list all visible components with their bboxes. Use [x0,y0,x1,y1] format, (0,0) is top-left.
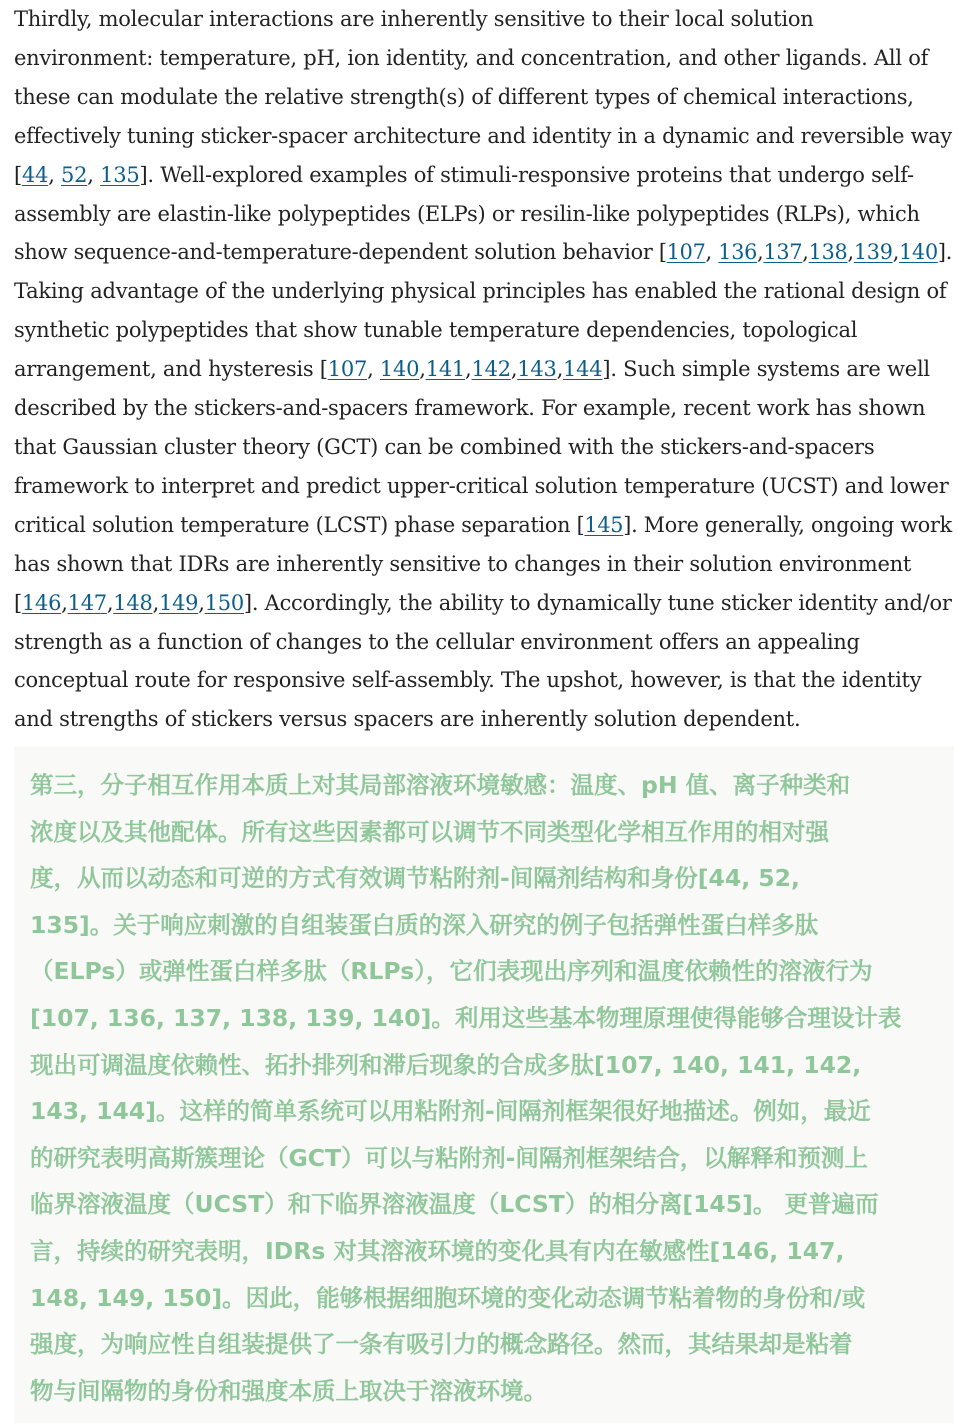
citation-link-138[interactable]: 138 [808,240,848,265]
english-text: ]. Well-explored examples of stimuli-responsive proteins that undergo self- [139,162,914,187]
english-text: , [510,357,518,382]
citation-link-142[interactable]: 142 [471,357,511,382]
chinese-line: 现出可调温度依赖性、拓扑排列和滞后现象的合成多肽[107, 140, 141, 142, [30,1050,862,1079]
english-text: ]. Such simple systems are well [602,357,930,382]
english-text: , [847,240,854,265]
citation-link-52[interactable]: 52 [61,162,88,187]
chinese-line: （ELPs）或弹性蛋白样多肽（RLPs），它们表现出序列和温度依赖性的溶液行为 [30,957,873,986]
chinese-line: 143, 144]。这样的简单系统可以用粘附剂-间隔剂框架很好地描述。例如，最近 [30,1097,871,1126]
citation-link-107[interactable]: 107 [666,240,706,265]
english-text: ]. [937,240,953,265]
english-text: ]. More generally, ongoing work [623,512,952,537]
citation-link-141[interactable]: 141 [425,357,466,382]
citation-link-140[interactable]: 140 [379,357,420,382]
english-text: , [419,357,426,382]
english-text: framework to interpret and predict upper-critical solution temperature (UCST) and lower [14,473,949,498]
citation-link-44[interactable]: 44 [21,162,49,187]
english-text: , [892,240,900,265]
english-line [14,117,952,156]
english-text: [ [14,162,22,187]
english-text: , [802,240,809,265]
english-text: strength as a function of changes to the cellular environment offers an appealing [14,629,860,654]
chinese-line: 的研究表明高斯簇理论（GCT）可以与粘附剂-间隔剂框架结合，以解释和预测上 [30,1143,868,1172]
english-line [14,428,952,467]
english-text: synthetic polypeptides that show tunable temperature dependencies, topological [14,318,858,343]
english-text: , [48,162,62,187]
english-text: that Gaussian cluster theory (GCT) can be combined with the stickers-and-spacers [14,434,875,459]
english-paragraph [14,0,954,739]
citation-link-150[interactable]: 150 [204,590,244,615]
english-line [14,700,952,739]
english-text: [ [14,590,22,615]
english-text: , [106,590,114,615]
english-text: critical solution temperature (LCST) phase separation [ [14,512,585,537]
english-line [14,78,952,117]
english-text: , [367,357,380,382]
english-line [14,623,952,662]
english-line [14,195,952,234]
english-text: conceptual route for responsive self-assembly. The upshot, however, is that the identity [14,668,922,693]
english-text: , [757,240,764,265]
english-text: assembly are elastin-like polypeptides (ELPs) or resilin-like polypeptides (RLPs), which [14,201,920,226]
chinese-line: 148, 149, 150]。因此，能够根据细胞环境的变化动态调节粘着物的身份和/或 [30,1283,866,1312]
chinese-line: 度，从而以动态和可逆的方式有效调节粘附剂-间隔剂结构和身份[44, 52, [30,864,800,893]
citation-link-107[interactable]: 107 [327,357,368,382]
citation-link-149[interactable]: 149 [158,590,199,615]
chinese-line: 第三，分子相互作用本质上对其局部溶液环境敏感：温度、pH 值、离子种类和 [30,771,851,799]
english-line [14,389,952,428]
citation-link-144[interactable]: 144 [563,357,603,382]
english-text: , [705,240,719,265]
english-text: , [465,357,472,382]
english-line [14,156,952,195]
chinese-translation-paragraph [30,762,944,1414]
chinese-line: 临界溶液温度（UCST）和下临界溶液温度（LCST）的相分离[145]。 更普遍而 [30,1190,879,1219]
english-text: arrangement, and hysteresis [ [14,357,328,382]
chinese-line: [107, 136, 137, 138, 139, 140]。利用这些基本物理原理使得能够合理设计表 [30,1003,902,1032]
english-line [14,661,952,700]
citation-link-140[interactable]: 140 [899,240,938,265]
english-line [14,39,952,78]
english-text: Thirdly, molecular interactions are inherently sensitive to their local solution [14,7,814,31]
citation-link-137[interactable]: 137 [763,240,803,265]
english-line [14,545,952,584]
english-line [14,584,950,623]
citation-link-146[interactable]: 146 [21,590,62,615]
citation-link-143[interactable]: 143 [517,357,557,382]
chinese-line: 强度，为响应性自组装提供了一条有吸引力的概念路径。然而，其结果却是粘着 [30,1330,853,1359]
citation-link-135[interactable]: 135 [100,162,140,187]
citation-link-147[interactable]: 147 [67,590,107,615]
english-text: Taking advantage of the underlying physical principles has enabled the rational design of [14,279,947,304]
citation-link-145[interactable]: 145 [584,512,624,537]
english-text: , [152,590,159,615]
chinese-line: 浓度以及其他配体。所有这些因素都可以调节不同类型化学相互作用的相对强 [30,817,829,846]
english-text: , [87,162,101,187]
english-text: show sequence-and-temperature-dependent solution behavior [ [14,240,667,265]
chinese-line: 物与间隔物的身份和强度本质上取决于溶液环境。 [30,1376,547,1405]
citation-link-148[interactable]: 148 [113,590,153,615]
english-text: these can modulate the relative strength(s) of different types of chemical interactions, [14,84,914,109]
english-line [14,467,952,506]
english-line [14,233,953,272]
english-text: and strengths of stickers versus spacers are inherently solution dependent. [14,707,801,732]
english-text: , [198,590,205,615]
english-text: effectively tuning sticker-spacer architecture and identity in a dynamic and reversible way [14,123,952,148]
citation-link-136[interactable]: 136 [718,240,758,265]
english-line [14,0,952,39]
chinese-line: 言，持续的研究表明，IDRs 对其溶液环境的变化具有内在敏感性[146, 147, [30,1236,845,1265]
english-text: ]. Accordingly, the ability to dynamically tune sticker identity and/or [243,590,952,615]
english-text: , [556,357,564,382]
english-text: has shown that IDRs are inherently sensitive to changes in their solution environment [14,551,912,576]
english-text: , [61,590,68,615]
citation-link-139[interactable]: 139 [853,240,893,265]
chinese-line: 135]。关于响应刺激的自组装蛋白质的深入研究的例子包括弹性蛋白样多肽 [30,910,819,939]
english-text: environment: temperature, pH, ion identity, and concentration, and other ligands. All of [14,45,929,70]
english-text: described by the stickers-and-spacers framework. For example, recent work has shown [14,396,926,421]
english-line [14,311,952,350]
english-line [14,350,952,389]
english-line [14,506,952,545]
translation-box [14,746,954,1423]
english-line [14,272,952,311]
